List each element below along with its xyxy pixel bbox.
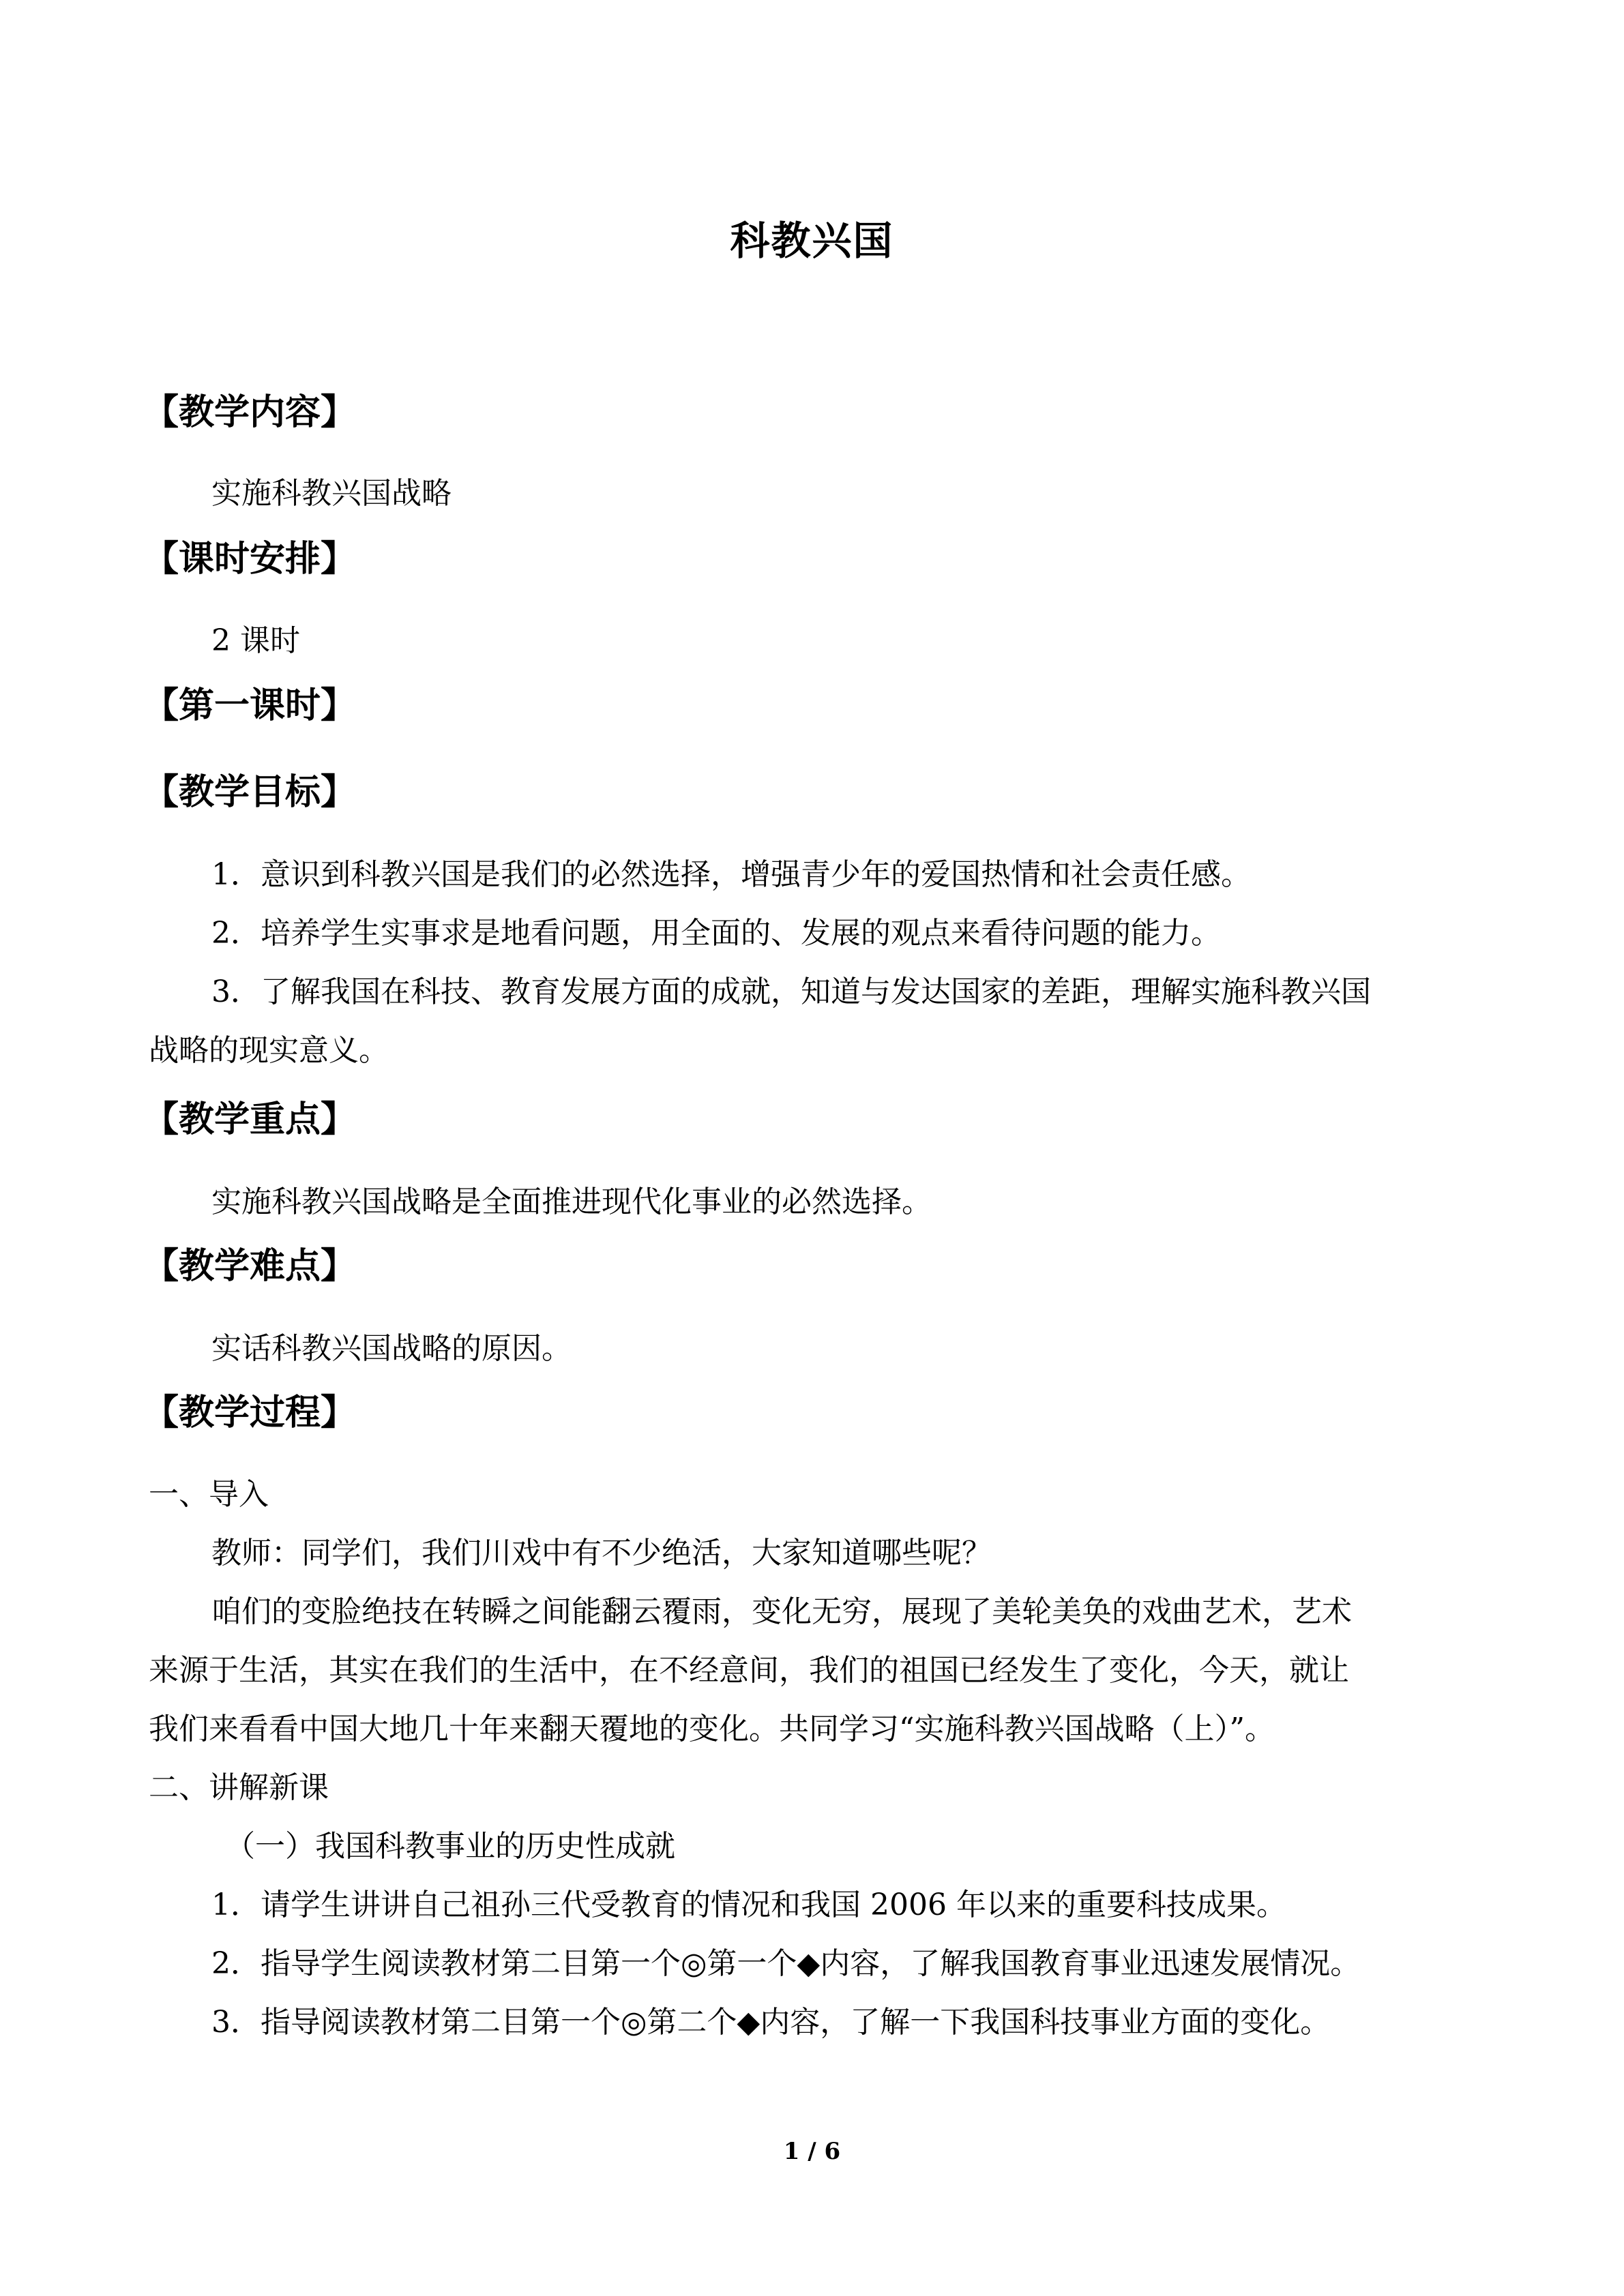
teaching-content-text: 实施科教兴国战略 [211, 476, 452, 511]
step-item-3: 3．指导阅读教材第二目第一个◎第二个◆内容，了解一下我国科技事业方面的变化。 [211, 2005, 1331, 2040]
heading-teaching-content: 【教学内容】 [143, 392, 357, 433]
goal-item-2: 2．培养学生实事求是地看问题，用全面的、发展的观点来看待问题的能力。 [211, 916, 1221, 951]
subsection-achievements: （一）我国科教事业的历史性成就 [225, 1829, 675, 1864]
heading-schedule: 【课时安排】 [143, 539, 357, 580]
heading-difficulties: 【教学难点】 [143, 1246, 357, 1287]
goal-item-3-line-1: 3．了解我国在科技、教育发展方面的成就，知道与发达国家的差距，理解实施科教兴国 [211, 974, 1371, 1009]
goal-item-1: 1．意识到科教兴国是我们的必然选择，增强青少年的爱国热情和社会责任感。 [211, 857, 1251, 892]
heading-teaching-goals: 【教学目标】 [143, 772, 357, 813]
document-title: 科教兴国 [730, 218, 894, 264]
heading-first-lesson: 【第一课时】 [143, 685, 357, 726]
step-item-1: 1．请学生讲讲自己祖孙三代受教育的情况和我国 2006 年以来的重要科技成果。 [211, 1888, 1286, 1922]
intro-paragraph-line-2: 来源于生活，其实在我们的生活中，在不经意间，我们的祖国已经发生了变化，今天，就让 [149, 1653, 1349, 1688]
intro-teacher-line: 教师：同学们，我们川戏中有不少绝活，大家知道哪些呢？ [211, 1536, 992, 1570]
section-new-lesson-label: 二、讲解新课 [149, 1770, 329, 1805]
intro-paragraph-line-3: 我们来看看中国大地几十年来翻天覆地的变化。共同学习“实施科教兴国战略（上）”。 [149, 1712, 1275, 1746]
schedule-text: 2 课时 [211, 623, 300, 658]
difficulties-text: 实话科教兴国战略的原因。 [211, 1331, 572, 1366]
section-intro-label: 一、导入 [149, 1477, 269, 1512]
intro-paragraph-line-1: 咱们的变脸绝技在转瞬之间能翻云覆雨，变化无穷，展现了美轮美奂的戏曲艺术，艺术 [211, 1594, 1352, 1629]
key-points-text: 实施科教兴国战略是全面推进现代化事业的必然选择。 [211, 1184, 932, 1219]
page-number: 1 / 6 [783, 2138, 841, 2165]
step-item-2: 2．指导学生阅读教材第二目第一个◎第一个◆内容，了解我国教育事业迅速发展情况。 [211, 1946, 1361, 1981]
goal-item-3-line-2: 战略的现实意义。 [149, 1033, 389, 1068]
heading-teaching-process: 【教学过程】 [143, 1392, 357, 1433]
heading-key-points: 【教学重点】 [143, 1099, 357, 1140]
